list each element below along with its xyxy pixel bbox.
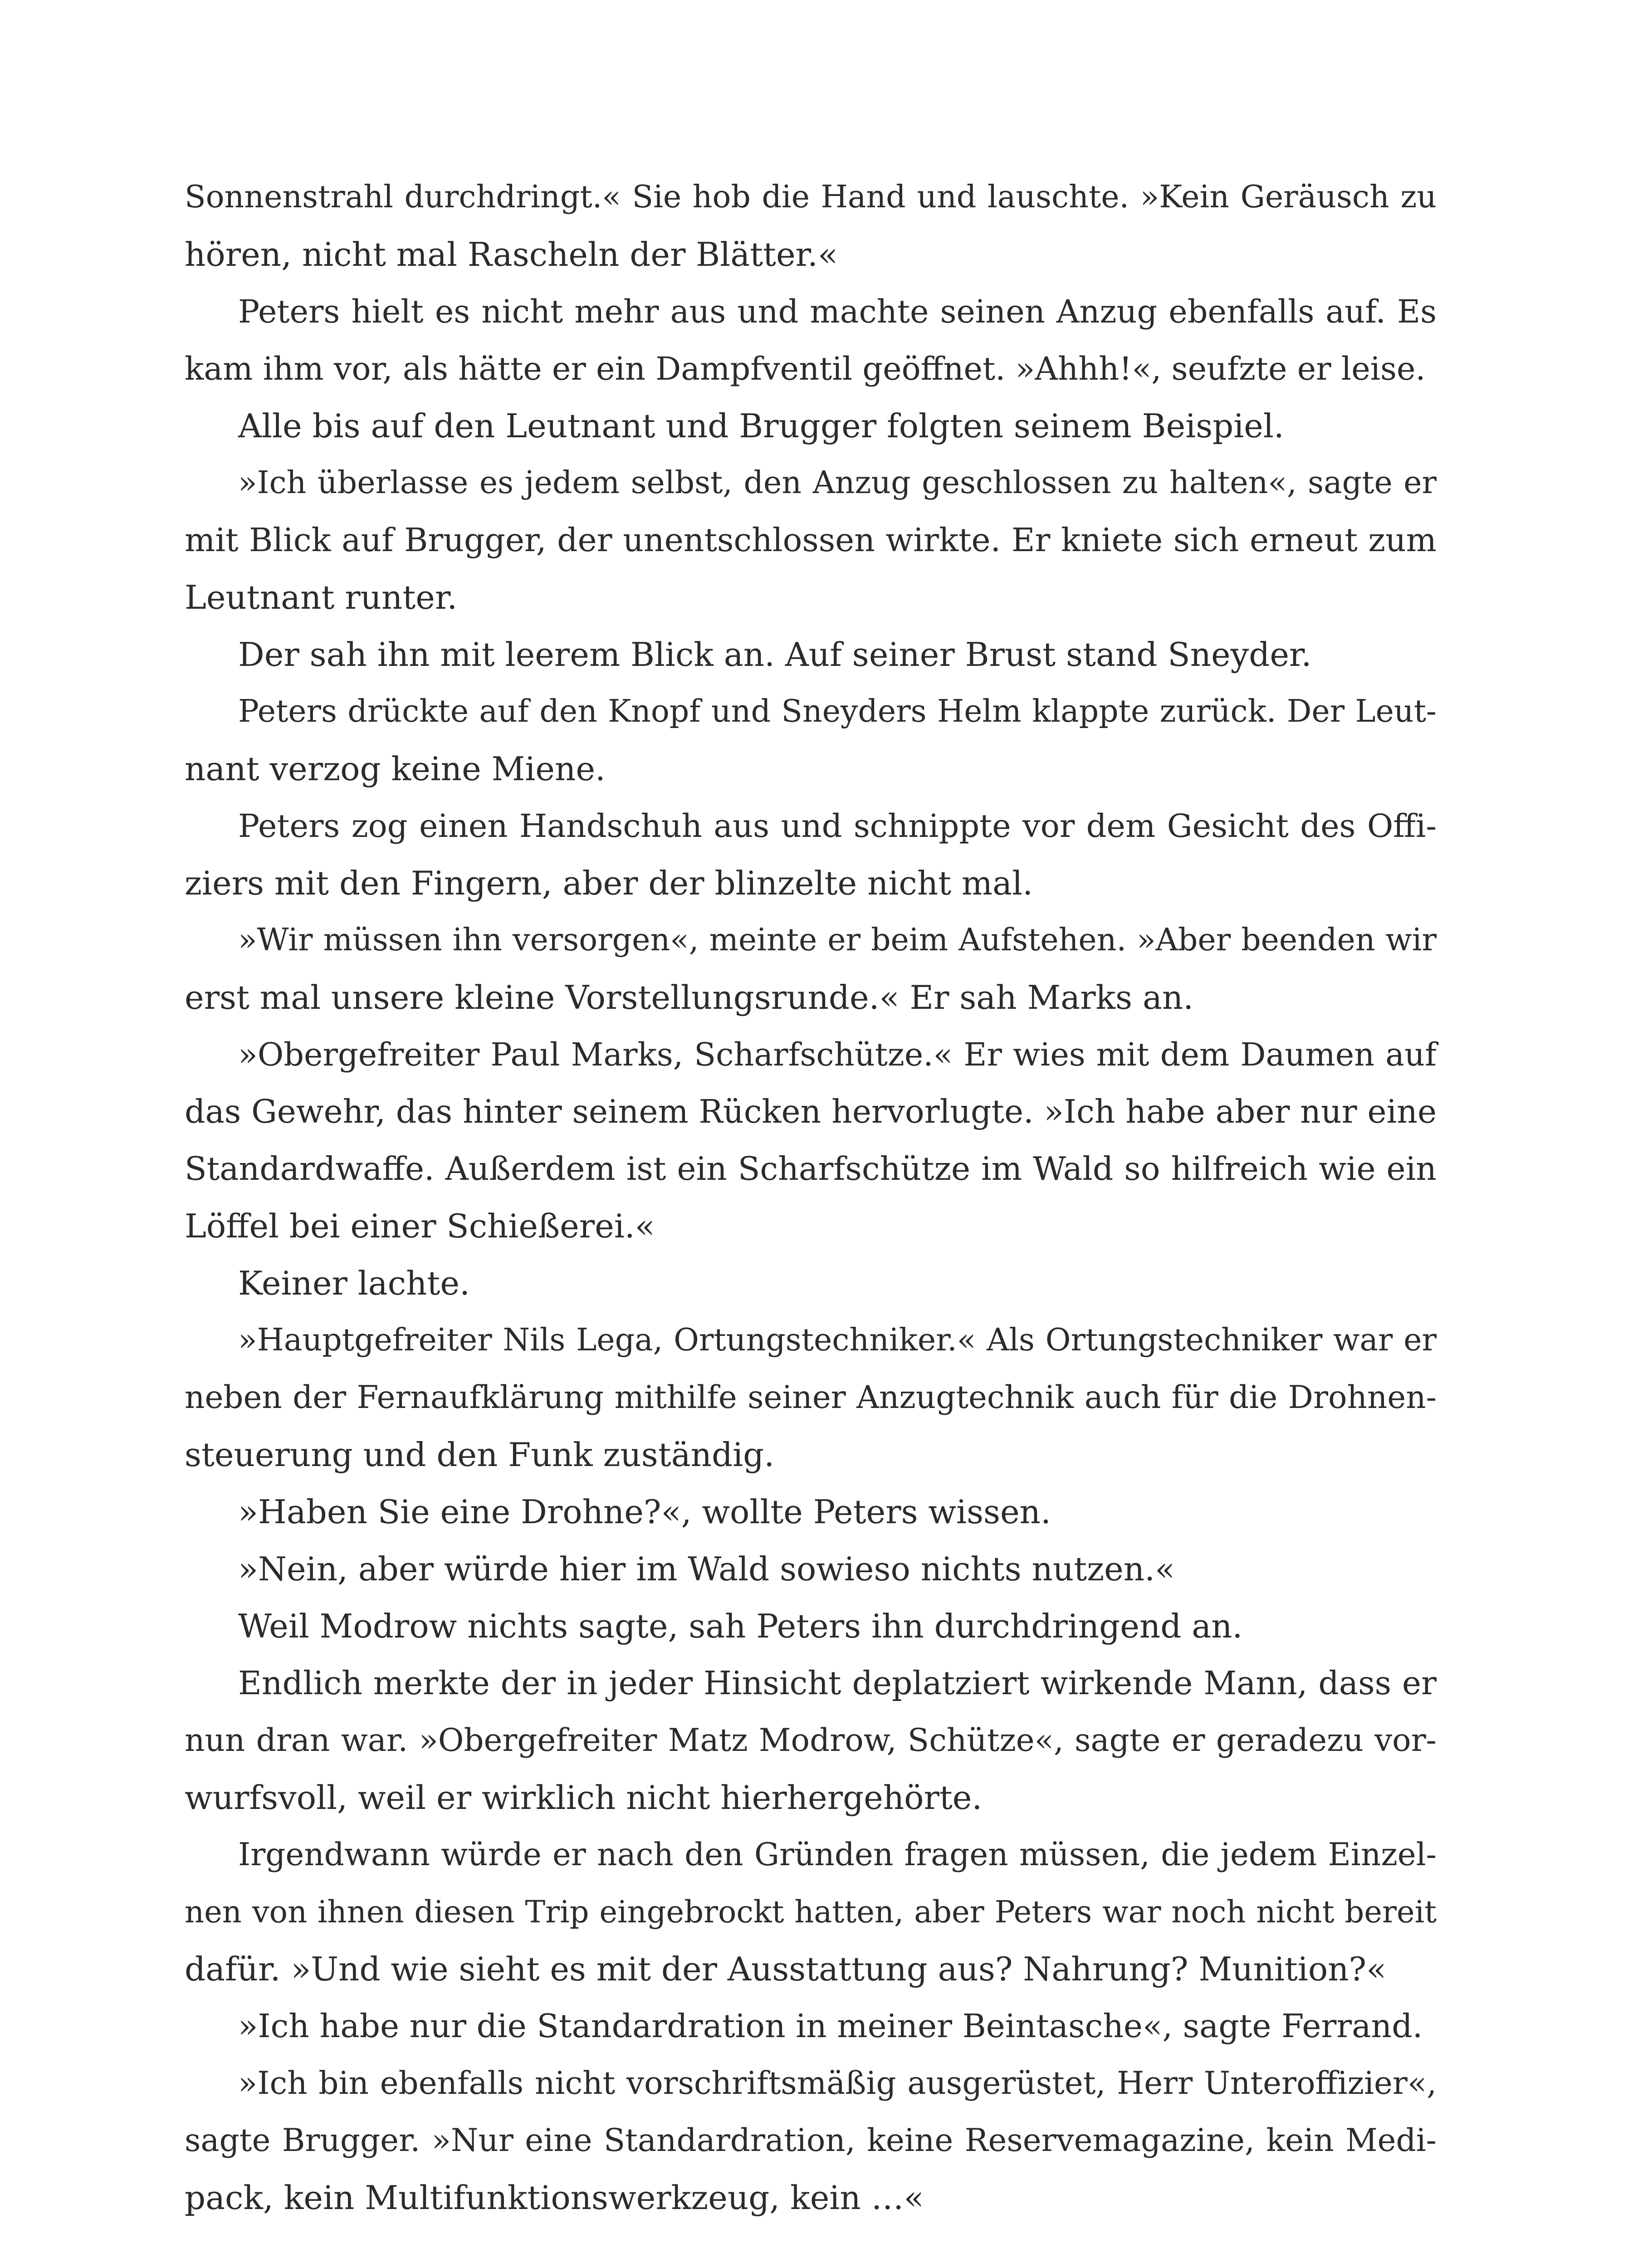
text-line: Löffel bei einer Schießerei.« xyxy=(185,1207,655,1245)
text-line: »Ich bin ebenfalls nicht vorschriftsmäßig ausgerüstet, Herr Unteroffizier«, xyxy=(238,2065,1437,2102)
text-line: »Hauptgefreiter Nils Lega, Ortungstechniker.« Als Ortungstechniker war er xyxy=(238,1322,1437,1358)
text-line: Alle bis auf den Leutnant und Brugger folgten seinem Beispiel. xyxy=(238,407,1284,445)
text-line: Irgendwann würde er nach den Gründen fragen müssen, die jedem Einzel- xyxy=(238,1837,1437,1873)
text-line: Sonnenstrahl durchdringt.« Sie hob die Hand und lauschte. »Kein Geräusch zu xyxy=(185,179,1437,215)
text-line: erst mal unsere kleine Vorstellungsrunde.« Er sah Marks an. xyxy=(185,978,1194,1017)
text-line: Peters drückte auf den Knopf und Sneyders Helm klappte zurück. Der Leut- xyxy=(238,694,1437,729)
text-line: »Ich überlasse es jedem selbst, den Anzug geschlossen zu halten«, sagte er xyxy=(238,465,1437,501)
text-line: Peters hielt es nicht mehr aus und machte seinen Anzug ebenfalls auf. Es xyxy=(238,293,1437,330)
text-line: dafür. »Und wie sieht es mit der Ausstattung aus? Nahrung? Munition?« xyxy=(185,1950,1387,1988)
text-line: kam ihm vor, als hätte er ein Dampfventil geöffnet. »Ahhh!«, seufzte er leise. xyxy=(185,350,1426,387)
text-line: sagte Brugger. »Nur eine Standardration, keine Reservemagazine, kein Medi- xyxy=(185,2122,1437,2159)
text-line: ziers mit den Fingern, aber der blinzelte nicht mal. xyxy=(185,864,1033,902)
text-line: »Nein, aber würde hier im Wald sowieso nichts nutzen.« xyxy=(238,1550,1175,1588)
text-line: Keiner lachte. xyxy=(238,1264,470,1302)
text-line: neben der Fernaufklärung mithilfe seiner Anzugtechnik auch für die Drohnen- xyxy=(185,1379,1437,1416)
text-line: nen von ihnen diesen Trip eingebrockt hatten, aber Peters war noch nicht bereit xyxy=(185,1894,1437,1930)
text-line: »Ich habe nur die Standardration in meiner Beintasche«, sagte Ferrand. xyxy=(238,2007,1423,2045)
text-line: Standardwaffe. Außerdem ist ein Scharfschütze im Wald so hilfreich wie ein xyxy=(185,1150,1437,1188)
text-line: »Wir müssen ihn versorgen«, meinte er beim Aufstehen. »Aber beenden wir xyxy=(238,922,1437,958)
text-line: Der sah ihn mit leerem Blick an. Auf seiner Brust stand Sneyder. xyxy=(238,635,1312,674)
text-line: mit Blick auf Brugger, der unentschlossen wirkte. Er kniete sich erneut zum xyxy=(185,521,1437,559)
text-line: Peters zog einen Handschuh aus und schnippte vor dem Gesicht des Offi- xyxy=(238,807,1437,845)
text-line: steuerung und den Funk zuständig. xyxy=(185,1436,775,1474)
text-line: »Haben Sie eine Drohne?«, wollte Peters wissen. xyxy=(238,1493,1051,1531)
text-line: nun dran war. »Obergefreiter Matz Modrow, Schütze«, sagte er geradezu vor- xyxy=(185,1722,1437,1759)
text-line: Weil Modrow nichts sagte, sah Peters ihn durchdringend an. xyxy=(238,1607,1243,1645)
text-line: pack, kein Multifunktionswerkzeug, kein …« xyxy=(185,2179,924,2217)
text-line: Leutnant runter. xyxy=(185,578,458,616)
text-line: nant verzog keine Miene. xyxy=(185,750,606,788)
text-line: Endlich merkte der in jeder Hinsicht deplatziert wirkende Mann, dass er xyxy=(238,1664,1437,1702)
text-line: »Obergefreiter Paul Marks, Scharfschütze.« Er wies mit dem Daumen auf xyxy=(238,1036,1437,1073)
text-line: wurfsvoll, weil er wirklich nicht hierhergehörte. xyxy=(185,1779,983,1817)
text-line: hören, nicht mal Rascheln der Blätter.« xyxy=(185,235,838,274)
text-line: das Gewehr, das hinter seinem Rücken hervorlugte. »Ich habe aber nur eine xyxy=(185,1093,1437,1130)
